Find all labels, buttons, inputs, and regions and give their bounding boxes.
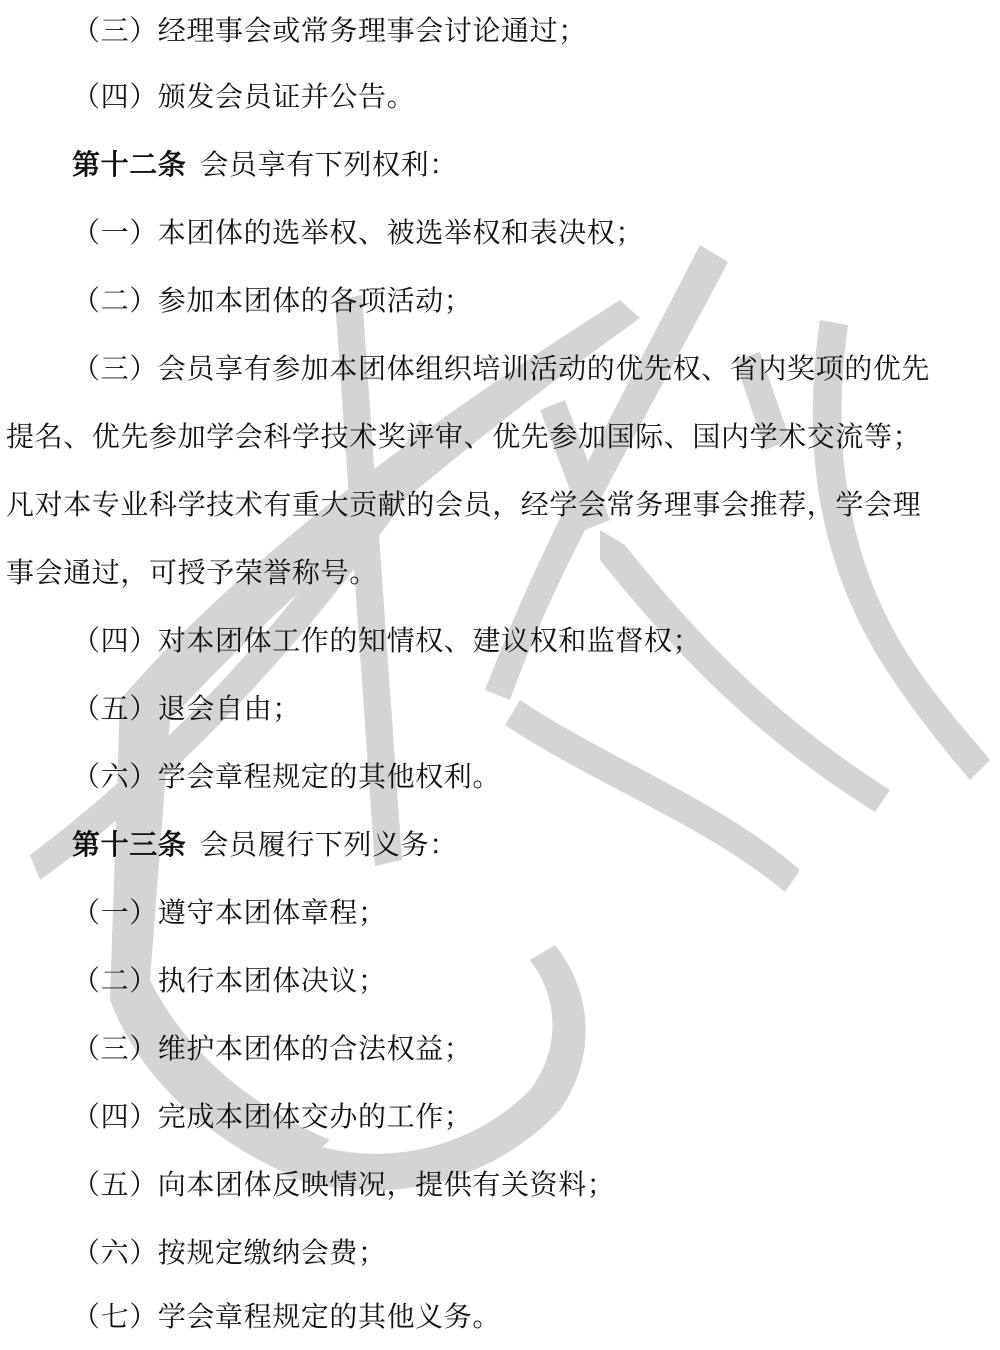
article-13-text: 会员履行下列义务： bbox=[200, 828, 458, 861]
watermark-stroke-right bbox=[505, 700, 800, 892]
paragraph-line: （六）按规定缴纳会费； bbox=[72, 1236, 387, 1269]
article-13-label: 第十三条 bbox=[72, 828, 187, 861]
paragraph-line: （三）会员享有参加本团体组织培训活动的优先权、省内奖项的优先 bbox=[72, 352, 931, 385]
paragraph-line: （二）执行本团体决议； bbox=[72, 964, 387, 997]
paragraph-line: 事会通过，可授予荣誉称号。 bbox=[6, 556, 378, 589]
article-12-label: 第十二条 bbox=[72, 148, 187, 181]
paragraph-line: （三）维护本团体的合法权益； bbox=[72, 1032, 473, 1065]
paragraph-line: （一）本团体的选举权、被选举权和表决权； bbox=[72, 216, 645, 249]
paragraph-line: （五）退会自由； bbox=[72, 692, 301, 725]
paragraph-line: （五）向本团体反映情况，提供有关资料； bbox=[72, 1168, 616, 1201]
article-12-text: 会员享有下列权利： bbox=[200, 148, 458, 181]
article-12-heading bbox=[0, 148, 1000, 182]
paragraph-line: （四）完成本团体交办的工作； bbox=[72, 1100, 473, 1133]
paragraph-line: （六）学会章程规定的其他权利。 bbox=[72, 760, 502, 793]
paragraph-line: （一）遵守本团体章程； bbox=[72, 896, 387, 929]
paragraph-line: （三）经理事会或常务理事会讨论通过； bbox=[72, 14, 587, 47]
paragraph-line: （二）参加本团体的各项活动； bbox=[72, 284, 473, 317]
paragraph-line: 凡对本专业科学技术有重大贡献的会员，经学会常务理事会推荐，学会理 bbox=[6, 488, 922, 521]
paragraph-line: （四）颁发会员证并公告。 bbox=[72, 80, 416, 113]
paragraph-line: 提名、优先参加学会科学技术奖评审、优先参加国际、国内学术交流等； bbox=[6, 420, 922, 453]
paragraph-line: （七）学会章程规定的其他义务。 bbox=[72, 1300, 502, 1333]
paragraph-line: （四）对本团体工作的知情权、建议权和监督权； bbox=[72, 624, 702, 657]
article-13-heading bbox=[0, 828, 1000, 862]
